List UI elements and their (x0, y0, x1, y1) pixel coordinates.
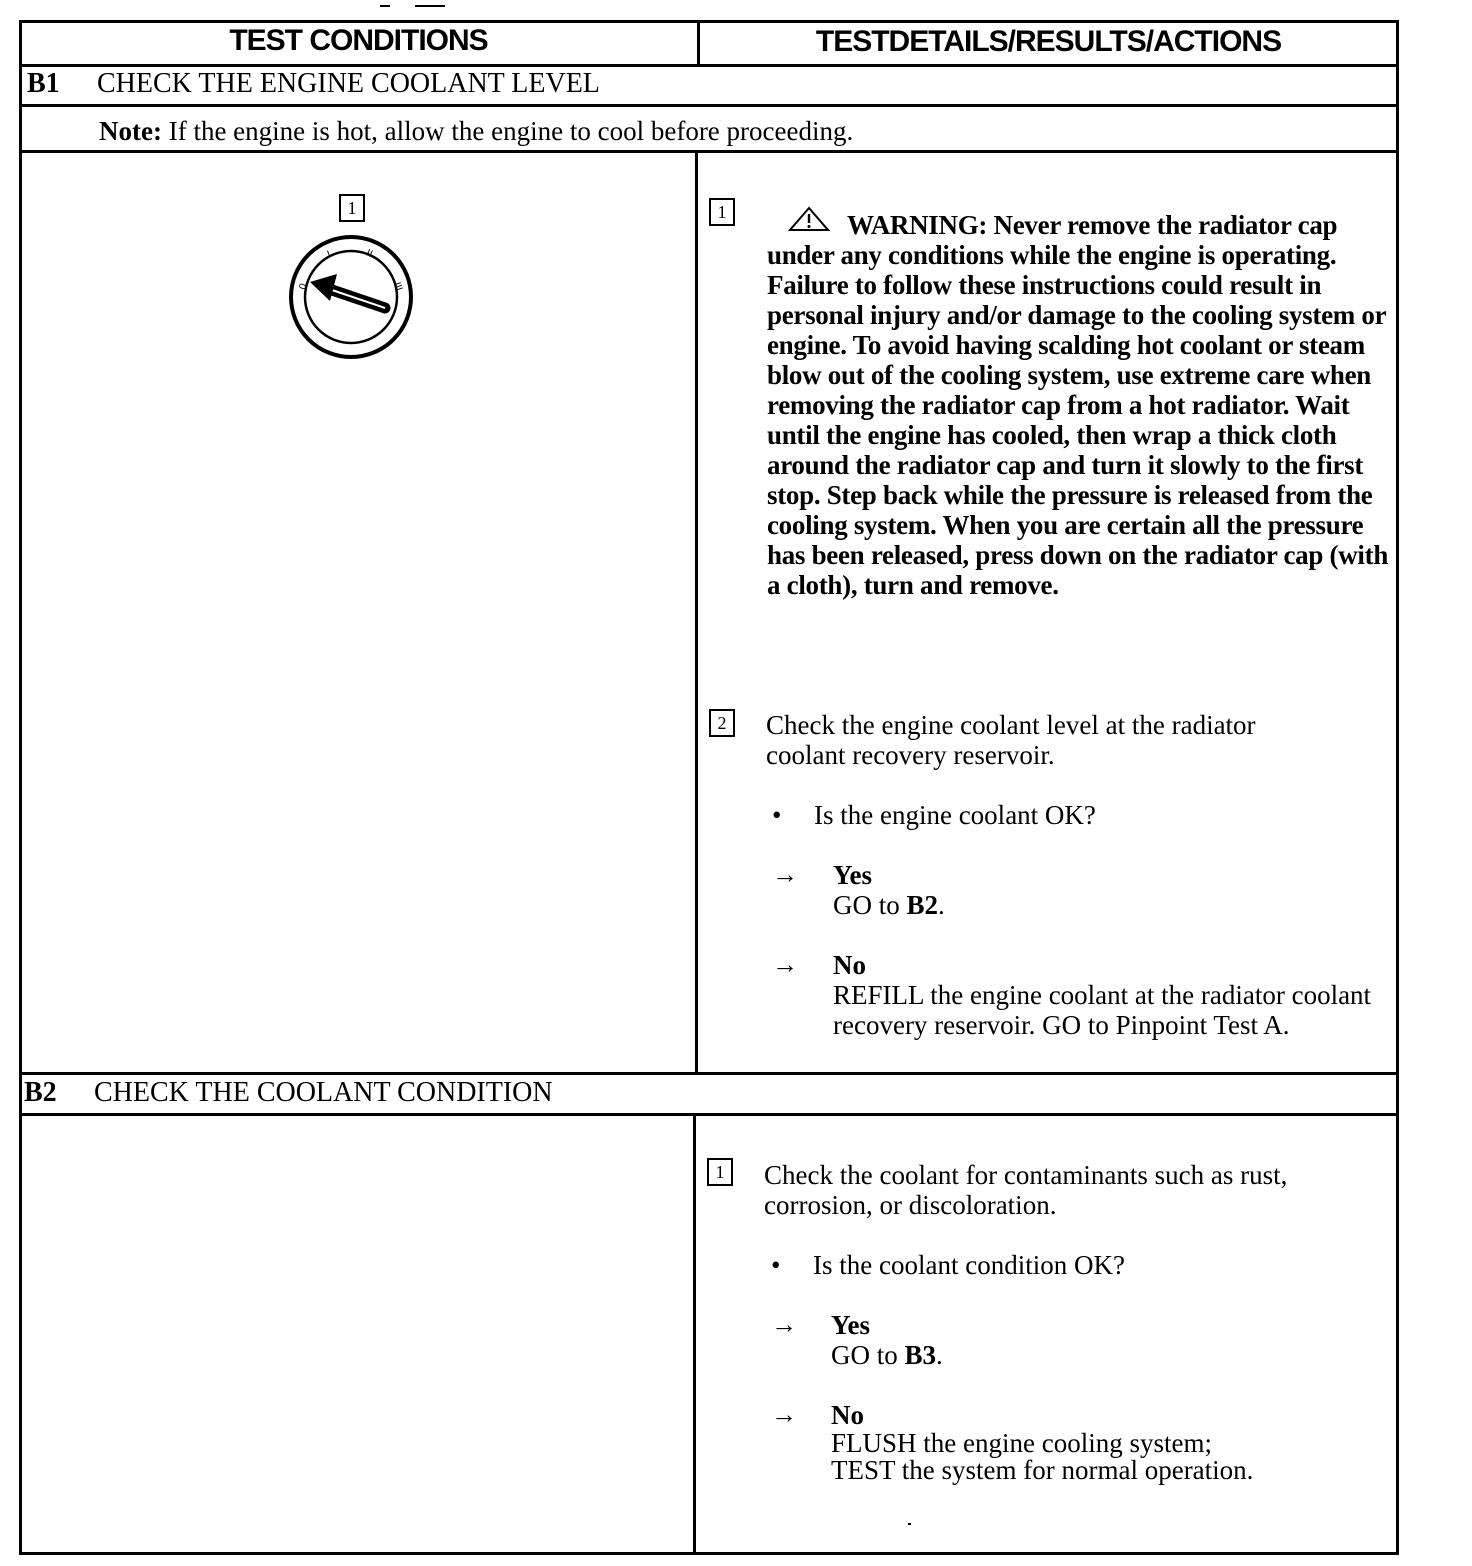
figure-step-number: 1 (339, 194, 365, 222)
b1-title: CHECK THE ENGINE COOLANT LEVEL (97, 68, 600, 99)
dial-mark-3: III (391, 280, 405, 293)
note-text: If the engine is hot, allow the engine to cool before proceeding. (161, 116, 854, 146)
b1-step2-number: 2 (709, 709, 735, 737)
rule-b2-title-bottom (19, 1113, 1399, 1116)
b2-section-title (24, 1077, 553, 1109)
b2-title: CHECK THE COOLANT CONDITION (94, 1077, 553, 1108)
b2-step1-text: Check the coolant for contaminants such as rust, corrosion, or discoloration. (764, 1160, 1288, 1220)
b2-no-arrow: → (771, 1400, 797, 1429)
b2-no-answer (831, 1400, 1371, 1484)
b1-bullet: • (772, 800, 782, 830)
b2-yes-arrow: → (771, 1310, 797, 1339)
scan-mark (380, 5, 390, 7)
b1-question: Is the engine coolant OK? (814, 800, 1096, 830)
b1-note (99, 116, 853, 147)
b1-yes-arrow: → (772, 860, 798, 889)
b1-section-title (27, 68, 600, 100)
b1-yes-link-b2: B2 (906, 890, 939, 920)
rule-b1-title-bottom (19, 104, 1399, 107)
divider-b1 (695, 150, 698, 1074)
header-test-conditions: TEST CONDITIONS (229, 24, 488, 57)
b2-step1-number: 1 (707, 1158, 733, 1186)
note-label: Note: (99, 116, 162, 146)
b2-yes-label: Yes (831, 1310, 870, 1340)
b1-yes-label: Yes (833, 860, 872, 890)
rule-header-bottom (19, 64, 1399, 67)
radiator-cap-dial-figure (285, 233, 419, 365)
b1-no-answer (833, 950, 1373, 1040)
dial-pointer-arrow (310, 274, 385, 308)
b1-warning-text: WARNING: Never remove the radiator cap under any conditions while the engine is operating. Failure to follow these instructions could result in personal injury and/or damage to the cooling system or engine. To avoid having scalding hot coolant or steam blow out of the cooling system, use extreme care when removing the radiator cap from a hot radiator. Wait until the engine has cooled, then wrap a thick cloth around the radiator cap and turn it slowly to the first stop. Step back while the pressure is released from the cooling system. When you are certain all the pressure has been released, press down on the radiator cap (with a cloth), turn and remove. (767, 210, 1389, 600)
b2-yes-action-pre: GO to (831, 1340, 905, 1370)
rule-b2-title-top (19, 1072, 1399, 1075)
b2-bullet: • (771, 1250, 781, 1280)
dial-mark-2: II (364, 247, 375, 261)
divider-b2 (693, 1113, 696, 1555)
b2-no-action-line1: FLUSH the engine cooling system; (831, 1428, 1212, 1458)
b1-no-arrow: → (772, 950, 798, 979)
b1-step2-text: Check the engine coolant level at the radiator coolant recovery reservoir. (766, 710, 1256, 770)
b1-yes-action-post: . (938, 890, 945, 920)
b2-yes-answer (831, 1310, 943, 1370)
scan-speck (908, 1523, 911, 1525)
b1-no-label: No (833, 950, 866, 980)
b1-yes-action-pre: GO to (833, 890, 907, 920)
b1-step1-number: 1 (709, 198, 735, 226)
scan-mark (415, 5, 445, 7)
b1-yes-answer (833, 860, 945, 920)
b2-no-label: No (831, 1400, 864, 1430)
b2-code: B2 (24, 1077, 57, 1108)
dial-mark-0: 0 (297, 282, 310, 292)
b2-yes-link-b3: B3 (904, 1340, 937, 1370)
header-test-details: TESTDETAILS/RESULTS/ACTIONS (815, 25, 1282, 58)
b1-no-action: REFILL the engine coolant at the radiator coolant recovery reservoir. GO to Pinpoint Test A. (833, 980, 1372, 1040)
b2-yes-action-post: . (936, 1340, 943, 1370)
b1-code: B1 (27, 68, 60, 99)
b2-question: Is the coolant condition OK? (813, 1250, 1125, 1280)
dial-mark-1: I (325, 248, 333, 261)
rule-note-bottom (19, 150, 1399, 153)
b2-no-action-line2: TEST the system for normal operation. (831, 1455, 1254, 1485)
